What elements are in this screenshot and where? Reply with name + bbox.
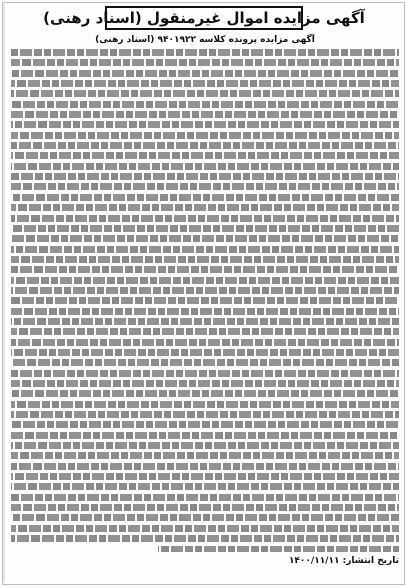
body-text-line bbox=[11, 277, 399, 284]
body-text-line bbox=[11, 401, 399, 408]
body-text-line bbox=[11, 370, 399, 377]
body-text-line bbox=[11, 235, 399, 242]
body-text-line bbox=[11, 80, 399, 87]
body-text-line bbox=[11, 183, 399, 190]
body-text-line bbox=[11, 101, 399, 108]
body-text-line bbox=[11, 483, 399, 490]
notice-body bbox=[11, 49, 399, 552]
body-text-line bbox=[11, 173, 399, 180]
body-text-line bbox=[11, 463, 399, 470]
body-text-line bbox=[11, 546, 399, 553]
body-text-line bbox=[11, 287, 399, 294]
body-text-line bbox=[11, 328, 399, 335]
body-text-line bbox=[11, 297, 399, 304]
body-text-line bbox=[11, 514, 399, 521]
body-text-line bbox=[11, 49, 399, 56]
body-text-line bbox=[11, 59, 399, 66]
notice-title-text: آگهی مزایده اموال غیرمنقول (اسناد رهنی) bbox=[43, 9, 365, 27]
body-text-line bbox=[11, 256, 399, 263]
body-text-line bbox=[11, 215, 399, 222]
body-text-line bbox=[11, 452, 399, 459]
body-text-line bbox=[11, 339, 399, 346]
body-text-line bbox=[11, 442, 399, 449]
body-text-line bbox=[11, 421, 399, 428]
body-text-line bbox=[11, 380, 399, 387]
body-text-line bbox=[11, 142, 399, 149]
body-text-line bbox=[11, 225, 399, 232]
body-text-line bbox=[11, 246, 399, 253]
notice-title bbox=[43, 6, 365, 30]
body-text-line bbox=[11, 121, 399, 128]
body-text-line bbox=[11, 359, 399, 366]
body-text-line bbox=[11, 308, 399, 315]
body-text-line bbox=[11, 266, 399, 273]
body-text-line bbox=[11, 111, 399, 118]
body-text-line bbox=[11, 152, 399, 159]
publication-date: تاریخ انتشار: ۱۴۰۰/۱۱/۱۱ bbox=[288, 556, 399, 566]
body-text-line bbox=[11, 70, 399, 77]
body-text-line bbox=[11, 90, 399, 97]
body-text-line bbox=[11, 494, 399, 501]
body-text-line bbox=[11, 535, 399, 542]
body-text-line bbox=[11, 473, 399, 480]
page-edge bbox=[3, 0, 5, 583]
body-text-line bbox=[11, 132, 399, 139]
body-text-line bbox=[11, 163, 399, 170]
body-text-line bbox=[11, 525, 399, 532]
body-text-line bbox=[11, 318, 399, 325]
body-text-line bbox=[11, 390, 399, 397]
body-text-line bbox=[11, 411, 399, 418]
body-text-line bbox=[11, 204, 399, 211]
body-text-line bbox=[11, 349, 399, 356]
body-text-line bbox=[11, 432, 399, 439]
body-text-line bbox=[11, 504, 399, 511]
notice-subheader: آگهی مزایده پرونده کلاسه ۹۴۰۱۹۲۲ (اسناد رهنی) bbox=[95, 35, 315, 45]
body-text-line bbox=[11, 194, 399, 201]
